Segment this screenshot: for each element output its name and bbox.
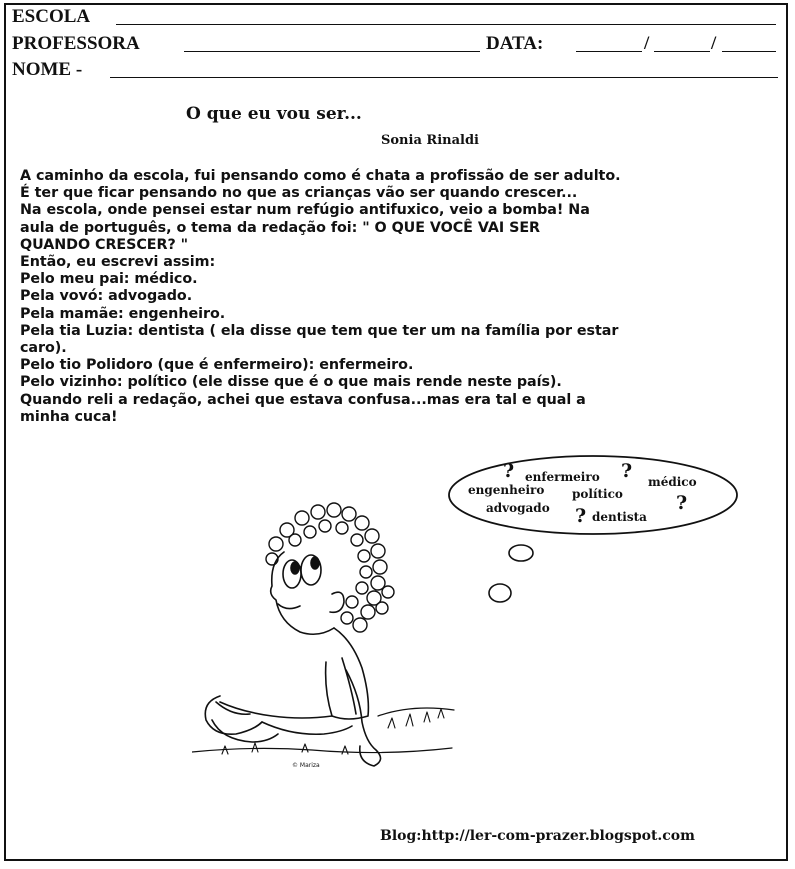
bubble-word-advogado: advogado [486,501,550,515]
bubble-word-engenheiro: engenheiro [468,483,545,497]
story-line: A caminho da escola, fui pensando como é chata a profissão de ser adulto. [20,168,621,184]
date-month-field[interactable] [654,51,710,52]
story-line: Pela mamãe: engenheiro. [20,305,226,322]
story-line: Na escola, onde pensei estar num refúgio antifuxico, veio a bomba! Na [20,202,590,219]
date-separator-2: / [711,33,717,54]
story-line: Pelo meu pai: médico. [20,271,198,288]
story-line: Pela tia Luzia: dentista ( ela disse que tem que ter um na família por estar [20,322,619,339]
nome-label: NOME - [12,59,83,80]
story-line: aula de português, o tema da redação foi: " O QUE VOCÊ VAI SER [20,219,541,236]
question-mark-icon: ? [575,505,587,527]
question-mark-icon: ? [676,492,688,514]
bubble-word-politico: político [572,487,623,501]
story-line: Pela vovó: advogado. [20,288,193,305]
bubble-word-dentista: dentista [592,510,647,524]
story-line: Quando reli a redação, achei que estava confusa...mas era tal e qual a [20,391,586,408]
story-author: Sonia Rinaldi [381,133,479,148]
escola-label: ESCOLA [12,6,91,27]
professora-field[interactable] [184,51,480,52]
story-line: Pelo tio Polidoro (que é enfermeiro): enfermeiro. [20,357,414,374]
data-label: DATA: [486,33,544,54]
date-day-field[interactable] [576,51,642,52]
question-mark-icon: ? [621,460,633,482]
blog-url: Blog:http://ler-com-prazer.blogspot.com [380,828,695,844]
story-line: É ter que ficar pensando no que as crianças vão ser quando crescer... [20,185,578,202]
bubble-word-medico: médico [648,475,697,489]
nome-field[interactable] [110,77,778,78]
date-separator-1: / [644,33,650,54]
story-line: caro). [20,340,67,357]
illustration-signature: © Mariza [292,762,320,769]
question-mark-icon: ? [503,460,515,482]
professora-label: PROFESSORA [12,33,140,54]
story-text [20,168,780,426]
thinking-child-icon [192,490,472,790]
story-line: Pelo vizinho: político (ele disse que é o que mais rende neste país). [20,374,562,391]
escola-field[interactable] [116,24,776,25]
story-line: QUANDO CRESCER? " [20,236,189,253]
bubble-word-enfermeiro: enfermeiro [525,470,600,484]
story-line: Então, eu escrevi assim: [20,254,216,271]
story-title: O que eu vou ser... [186,104,362,124]
date-year-field[interactable] [722,51,776,52]
story-line: minha cuca! [20,408,118,425]
